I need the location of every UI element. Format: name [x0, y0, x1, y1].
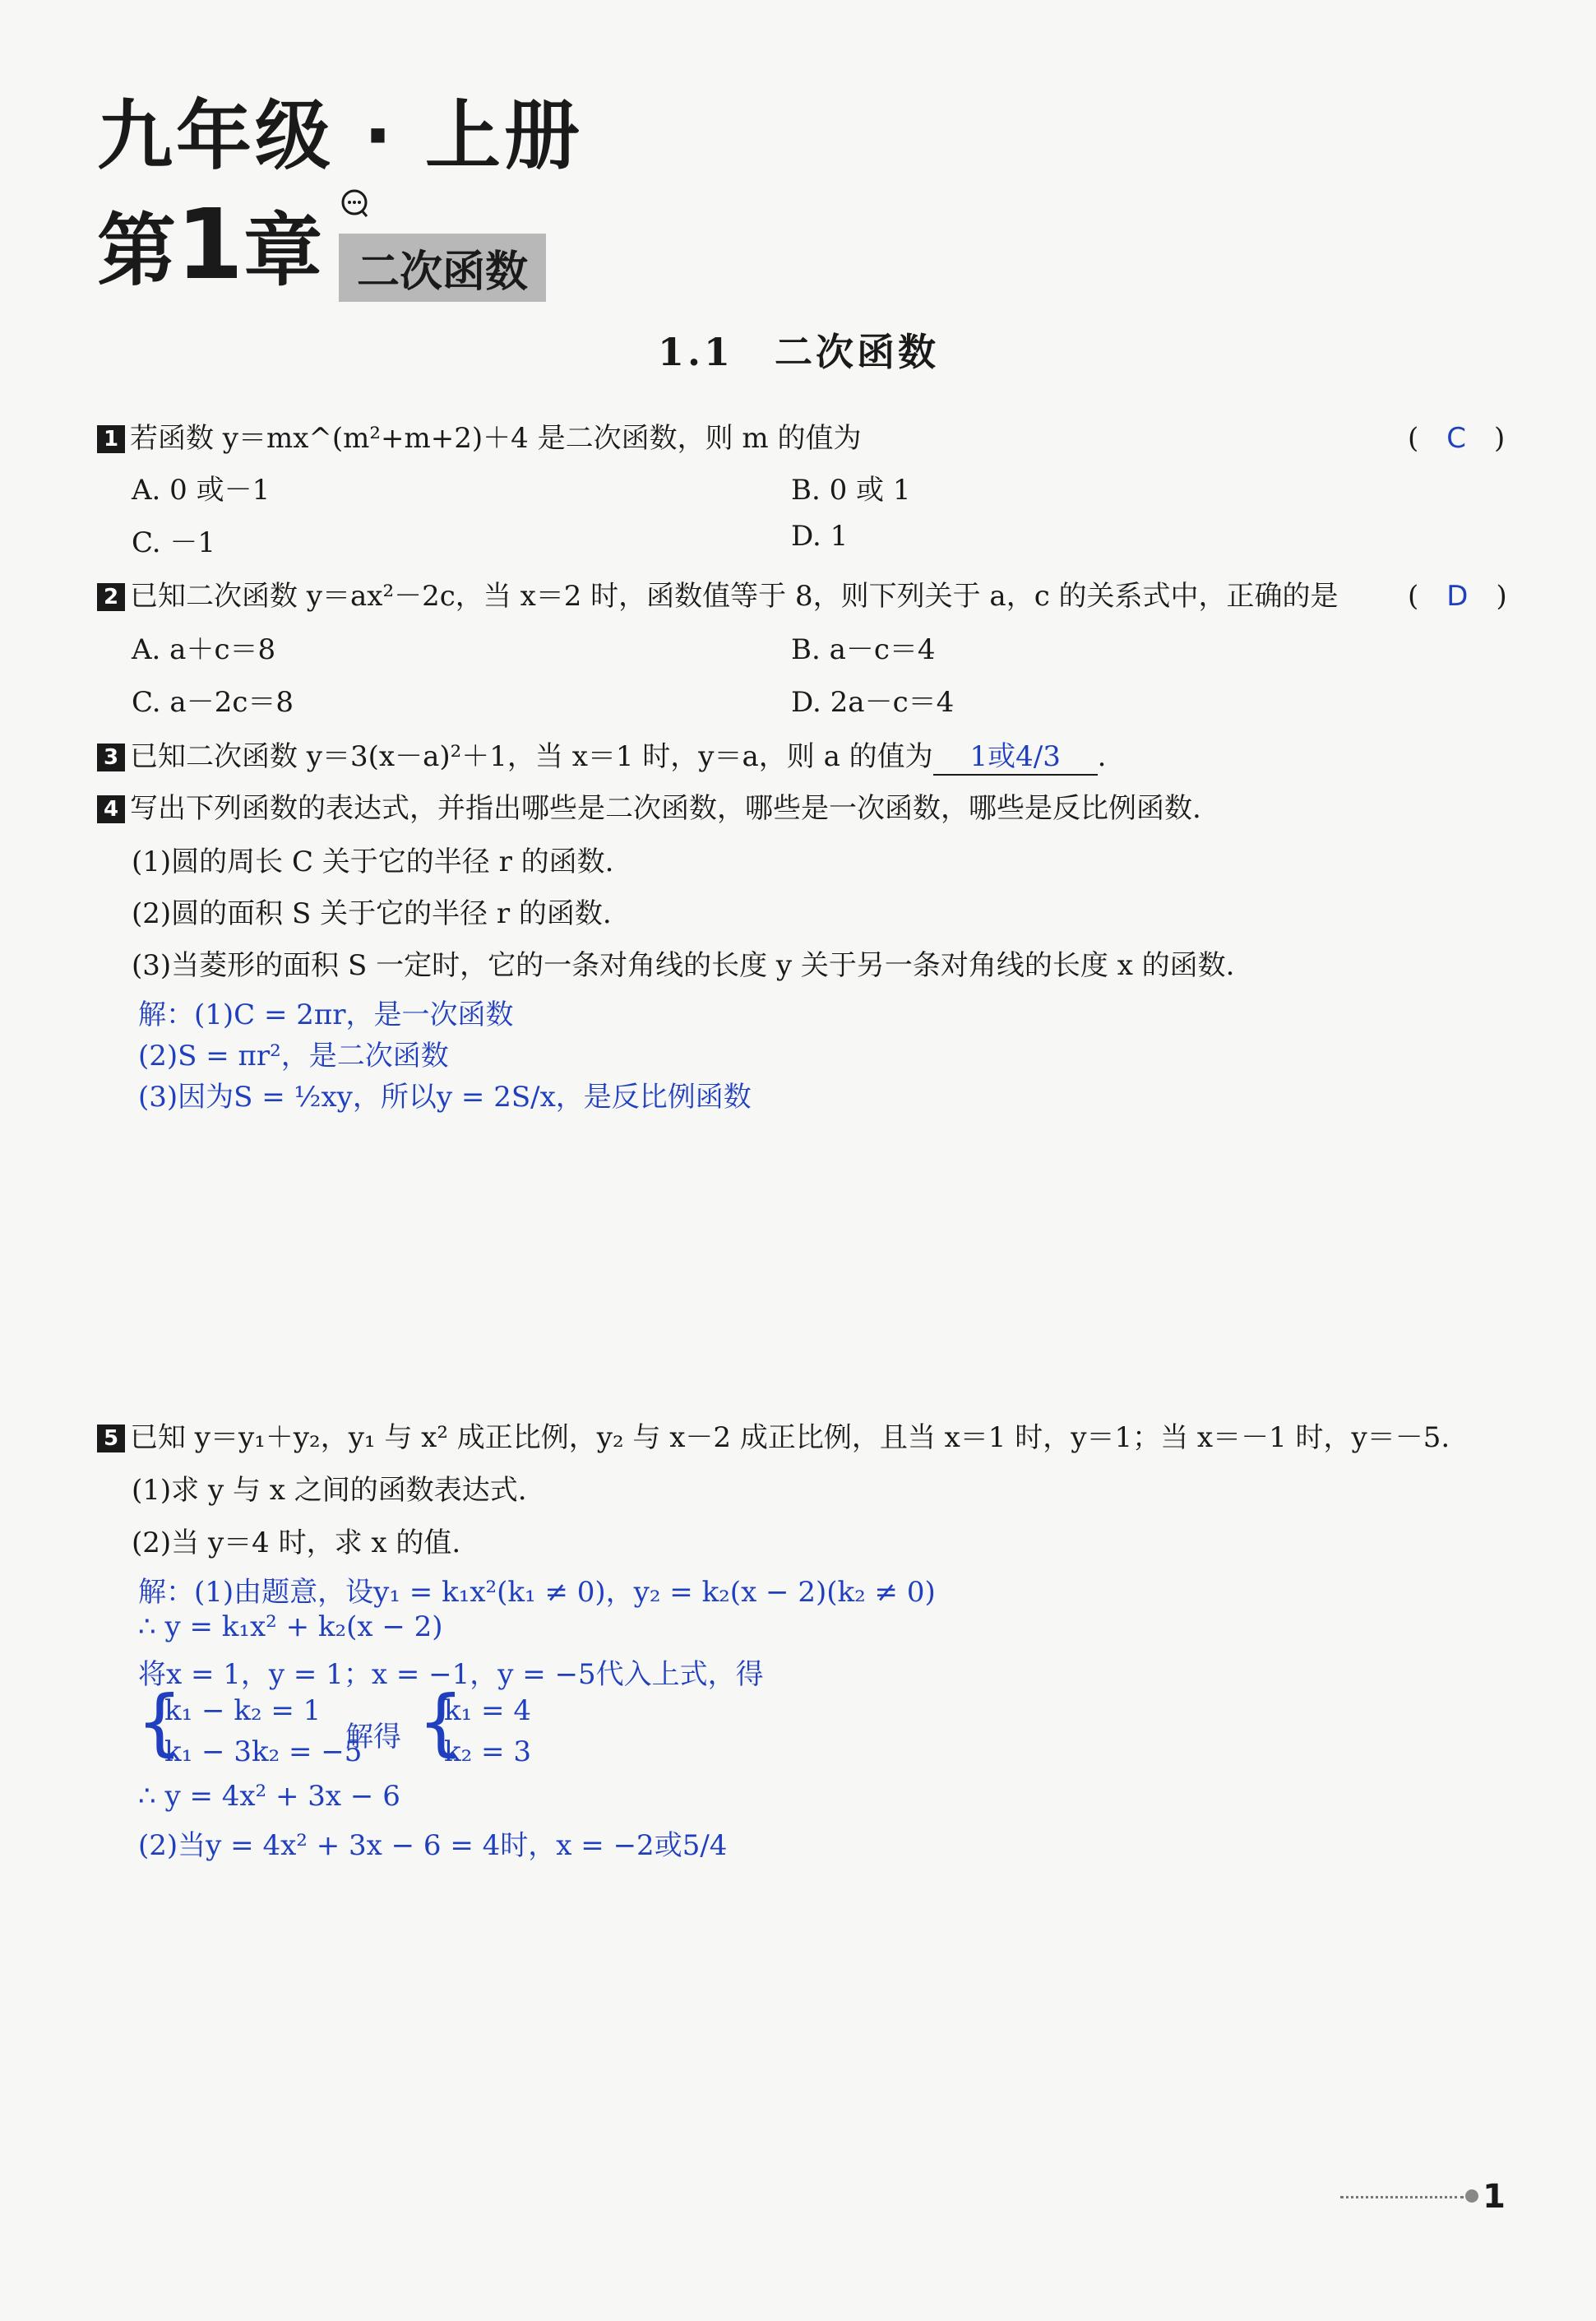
question-number: 4 — [97, 795, 125, 823]
solution-line: (3)因为S = ½xy，所以y = 2S/x，是反比例函数 — [138, 1081, 752, 1114]
solve-word: 解得 — [345, 1721, 401, 1753]
option-c: C. a－2c＝8 — [132, 686, 294, 719]
footer-dotted-line — [1340, 2196, 1464, 2198]
result-eq-2: k₂ = 3 — [444, 1735, 531, 1768]
solution-line: (2)S = πr²，是二次函数 — [138, 1040, 449, 1072]
answer: C — [1446, 422, 1467, 455]
question-number: 3 — [97, 744, 125, 771]
chapter-title — [97, 188, 322, 301]
question-2 — [97, 573, 1339, 614]
question-number: 1 — [97, 425, 125, 453]
chapter-suffix: 章 — [243, 205, 323, 297]
answer-blank: 1或4/3 — [933, 734, 1098, 776]
option-d: D. 1 — [791, 520, 849, 553]
answer-bracket: ( D ) — [1408, 580, 1507, 613]
subquestion: (1)求 y 与 x 之间的函数表达式. — [132, 1474, 527, 1507]
question-text: 已知二次函数 y＝3(x－a)²＋1，当 x＝1 时，y＝a，则 a 的值为 — [130, 740, 933, 773]
subquestion: (3)当菱形的面积 S 一定时，它的一条对角线的长度 y 关于另一条对角线的长度 x 的函数. — [132, 949, 1235, 982]
question-end: . — [1097, 740, 1107, 773]
subquestion: (1)圆的周长 C 关于它的半径 r 的函数. — [132, 845, 614, 878]
subquestion: (2)当 y＝4 时，求 x 的值. — [132, 1526, 461, 1559]
page-number: 1 — [1483, 2178, 1506, 2216]
question-3 — [97, 734, 1106, 776]
answer-bracket: ( C ) — [1408, 422, 1506, 455]
question-1 — [97, 415, 861, 456]
section-title: 1.1 二次函数 — [658, 330, 940, 374]
solution-line: (2)当y = 4x² + 3x − 6 = 4时，x = −2或5/4 — [138, 1829, 728, 1862]
chapter-number: 1 — [176, 188, 244, 301]
option-a: A. a＋c＝8 — [132, 633, 276, 666]
left-brace: { — [136, 1679, 183, 1764]
chapter-prefix: 第 — [97, 205, 176, 297]
option-a: A. 0 或－1 — [132, 474, 271, 507]
question-text: 已知 y＝y₁＋y₂，y₁ 与 x² 成正比例，y₂ 与 x－2 成正比例，且当 x＝1 时，y＝1；当 x＝－1 时，y＝－5. — [130, 1421, 1450, 1454]
question-4 — [97, 785, 1201, 826]
solution-line: 解：(1)C = 2πr，是一次函数 — [138, 998, 514, 1031]
question-text: 若函数 y＝mx^(m²+m+2)＋4 是二次函数，则 m 的值为 — [130, 422, 862, 455]
result-eq-1: k₁ = 4 — [444, 1694, 531, 1727]
question-5 — [97, 1415, 1450, 1455]
option-c: C. －1 — [132, 526, 216, 559]
system-eq-2: k₁ − 3k₂ = −5 — [164, 1735, 363, 1768]
solution-line: ∴ y = 4x² + 3x − 6 — [138, 1780, 400, 1813]
solution-line: 解：(1)由题意，设y₁ = k₁x²(k₁ ≠ 0)，y₂ = k₂(x − 2)(k₂ ≠ 0) — [138, 1576, 936, 1609]
right-brace: { — [418, 1679, 464, 1764]
question-number: 5 — [97, 1425, 125, 1452]
question-text: 已知二次函数 y＝ax²－2c，当 x＝2 时，函数值等于 8，则下列关于 a，c 的关系式中，正确的是 — [130, 580, 1339, 613]
option-d: D. 2a－c＝4 — [791, 686, 955, 719]
solution-line: ∴ y = k₁x² + k₂(x − 2) — [138, 1610, 443, 1643]
subquestion: (2)圆的面积 S 关于它的半径 r 的函数. — [132, 897, 612, 930]
grade-title: 九年级 · 上册 — [97, 92, 584, 180]
question-number: 2 — [97, 583, 125, 611]
chapter-tag: 二次函数 — [339, 234, 546, 302]
answer: D — [1446, 580, 1469, 613]
option-b: B. a－c＝4 — [791, 633, 936, 666]
option-b: B. 0 或 1 — [791, 474, 911, 507]
question-text: 写出下列函数的表达式，并指出哪些是二次函数，哪些是一次函数，哪些是反比例函数. — [130, 792, 1201, 825]
footer-dot — [1465, 2189, 1478, 2203]
system-eq-1: k₁ − k₂ = 1 — [164, 1694, 322, 1727]
solution-line: 将x = 1，y = 1；x = −1，y = −5代入上式，得 — [138, 1658, 764, 1691]
chat-bubble-icon — [339, 188, 370, 219]
